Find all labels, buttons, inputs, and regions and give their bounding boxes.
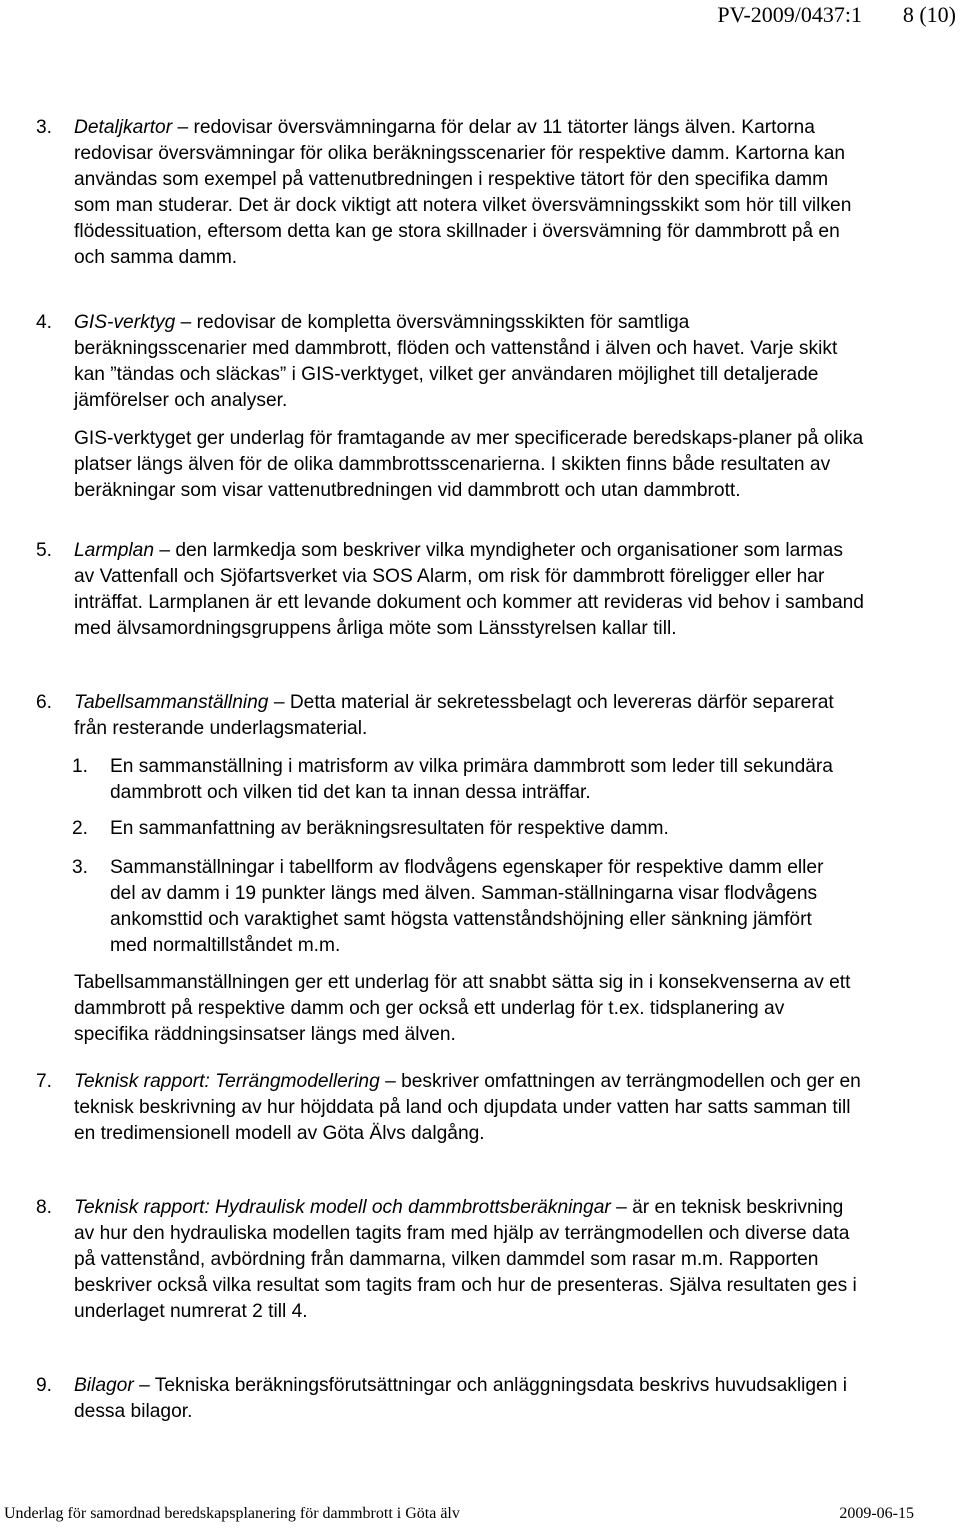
item-number: 5.: [36, 540, 53, 561]
sub-item-number: 2.: [72, 818, 89, 839]
item-number: 7.: [36, 1071, 53, 1092]
sub-item-number: 3.: [72, 857, 89, 878]
list-item-7: [36, 1069, 864, 1147]
item-text: Detaljkartor – redovisar översvämningarna för delar av 11 tätorter längs älven. Kartorna redovisar översvämningar för olika beräkningsscenarier för respektive damm. Kartorna kan användas som exempel på vattenutbredningen i respektive tätort för den specifika damm som man studerar. Det är dock viktigt att notera vilket översvämningsskikt som hör till vilken flödessituation, eftersom detta kan ge stora skillnader i översvämning för dammbrott på en och samma damm.: [74, 117, 852, 268]
item-text: Teknisk rapport: Hydraulisk modell och dammbrottsberäkningar – är en teknisk beskrivning av hur den hydrauliska modellen tagits fram med hjälp av terrängmodellen och diverse data på vattenstånd, avbördning från dammarna, vilken dammdel som rasar m.m. Rapporten beskriver också vilka resultat som tagits fram och hur de presenteras. Själva resultaten ges i underlaget numrerat 2 till 4.: [74, 1197, 857, 1322]
list-item-5: [36, 538, 864, 642]
item-text: Larmplan – den larmkedja som beskriver vilka myndigheter och organisationer som larmas av Vattenfall och Sjöfartsverket via SOS Alarm, om risk för dammbrott föreligger eller har inträffat. Larmplanen är ett levande dokument och kommer att revideras vid behov i samband med älvsamordningsgruppens årliga möte som Länsstyrelsen kallar till.: [74, 540, 864, 639]
footer-document-title: Underlag för samordnad beredskapsplanering för dammbrott i Göta älv: [4, 1505, 460, 1522]
list-item-4: [36, 310, 864, 414]
footer-date: 2009-06-15: [839, 1505, 914, 1522]
item-text: Teknisk rapport: Terrängmodellering – beskriver omfattningen av terrängmodellen och ger en teknisk beskrivning av hur höjddata på land och djupdata under vatten har satts samman till en tredimensionell modell av Göta Älvs dalgång.: [74, 1071, 861, 1144]
item-title: Tabellsammanställning: [74, 692, 269, 713]
sub-item-text: En sammanställning i matrisform av vilka primära dammbrott som leder till sekundära dammbrott och vilken tid det kan ta innan dessa inträffar.: [110, 756, 833, 803]
item-title: Larmplan: [74, 540, 154, 561]
list-item-6: [36, 690, 864, 742]
paragraph: GIS-verktyget ger underlag för framtagande av mer specificerade beredskaps-planer på olika platser längs älven för de olika dammbrottsscenarierna. I skikten finns både resultaten av beräkningar som visar vattenutbredningen vid dammbrott och utan dammbrott.: [74, 428, 864, 501]
sub-list-item-1: [72, 754, 850, 806]
list-item-8: [36, 1195, 864, 1325]
item-text: GIS-verktyg – redovisar de kompletta översvämningsskikten för samtliga beräkningsscenarier med dammbrott, flöden och vattenstånd i älven och havet. Varje skikt kan ”tändas och släckas” i GIS-verktyget, vilket ger användaren möjlighet till detaljerade jämförelser och analyser.: [74, 312, 838, 411]
sub-list-item-2: [72, 816, 850, 842]
item-number: 6.: [36, 692, 53, 713]
item-title: GIS-verktyg: [74, 312, 176, 333]
item-number: 9.: [36, 1375, 53, 1396]
item-title: Detaljkartor: [74, 117, 173, 138]
item-number: 4.: [36, 312, 53, 333]
document-id: PV-2009/0437:1: [717, 2, 862, 27]
item-title: Teknisk rapport: Hydraulisk modell och dammbrottsberäkningar: [74, 1197, 611, 1218]
page-number: 8 (10): [902, 2, 956, 27]
list-item-9: [36, 1373, 864, 1425]
item-number: 8.: [36, 1197, 53, 1218]
item-text: Tabellsammanställning – Detta material är sekretessbelagt och levereras därför separerat från resterande underlagsmaterial.: [74, 692, 834, 739]
page-footer: [0, 1505, 960, 1525]
item-number: 3.: [36, 117, 53, 138]
page-header: [0, 0, 960, 36]
item-title: Bilagor: [74, 1375, 134, 1396]
item-title: Teknisk rapport: Terrängmodellering: [74, 1071, 380, 1092]
sub-item-text: Sammanställningar i tabellform av flodvågens egenskaper för respektive damm eller del av damm i 19 punkter längs med älven. Samman-ställningarna visar flodvågens ankomsttid och varaktighet samt högsta vattenståndshöjning eller sänkning jämfört med normaltillståndet m.m.: [110, 857, 824, 956]
sub-item-text: En sammanfattning av beräkningsresultaten för respektive damm.: [110, 818, 669, 839]
item-text: Bilagor – Tekniska beräkningsförutsättningar och anläggningsdata beskrivs huvudsakligen i dessa bilagor.: [74, 1375, 847, 1422]
list-item-3: [36, 115, 864, 271]
sub-list-item-3: [72, 855, 850, 959]
sub-item-number: 1.: [72, 756, 89, 777]
paragraph: Tabellsammanställningen ger ett underlag för att snabbt sätta sig in i konsekvenserna av ett dammbrott på respektive damm och ger också ett underlag för t.ex. tidsplanering av specifika räddningsinsatser längs med älven.: [74, 972, 851, 1045]
